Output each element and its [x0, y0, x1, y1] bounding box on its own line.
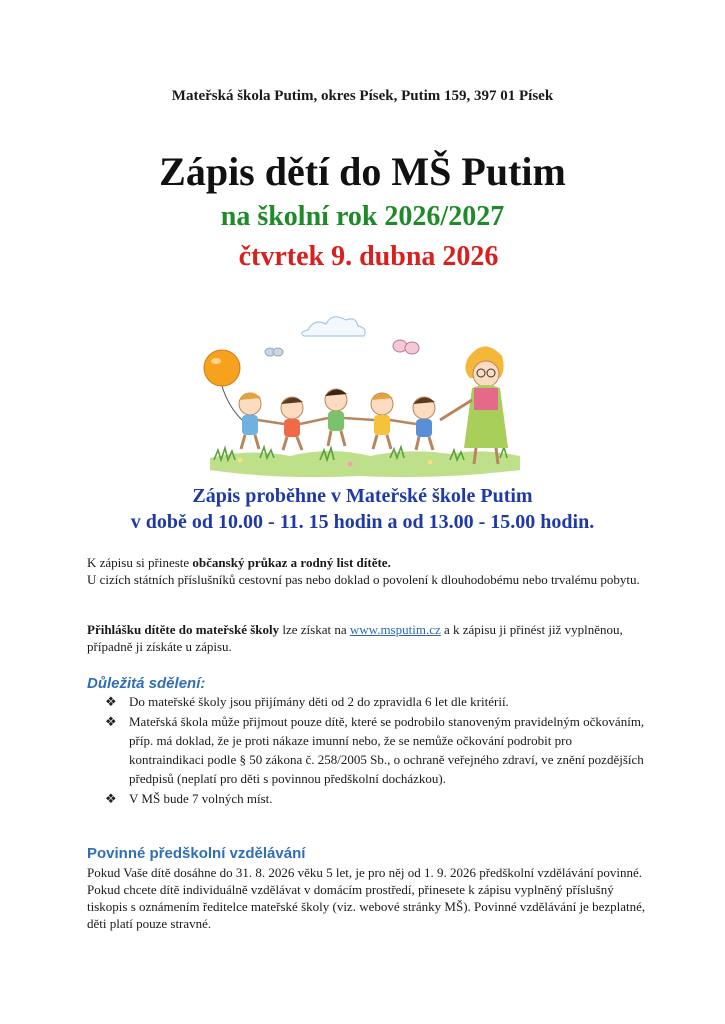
- documents-intro: K zápisu si přineste: [87, 555, 193, 570]
- child-figure: [281, 397, 303, 450]
- school-address: Mateřská škola Putim, okres Písek, Putim 159, 397 01 Písek: [171, 88, 554, 104]
- list-item-text: Mateřská škola může přijmout pouze dítě, které se podrobilo stanoveným pravidelným očkováním, příp. má doklad, že je proti nákaze imunní nebo, že se nemůže očkování podrobit pro kontraindikaci podle § 50 zákona č. 258/2005 Sb., o ochraně veřejného zdraví, ve znění pozdějších předpisů (neplatí pro děti s povinnou předškolní docházkou).: [129, 714, 645, 786]
- child-figure: [413, 397, 435, 450]
- cloud-icon: [302, 317, 365, 336]
- application-middle: lze získat na: [279, 622, 350, 637]
- important-heading: Důležitá sdělení:: [87, 675, 206, 692]
- time-line: v době od 10.00 - 11. 15 hodin a od 13.00 - 15.00 hodin.: [130, 511, 595, 533]
- website-link[interactable]: www.msputim.cz: [349, 622, 441, 637]
- child-figure: [325, 389, 347, 446]
- list-item: [105, 712, 645, 788]
- child-figure: [371, 393, 393, 449]
- important-list: [105, 692, 645, 809]
- list-item: [105, 692, 645, 711]
- diamond-bullet-icon: ❖: [105, 791, 117, 806]
- butterfly-icon: [265, 348, 283, 356]
- list-item-text: Do mateřské školy jsou přijímány děti od 2 do zpravidla 6 let dle kritérií.: [129, 694, 509, 709]
- enrollment-date: čtvrtek 9. dubna 2026: [238, 241, 499, 272]
- child-figure: [239, 392, 261, 449]
- application-after: a k zápisu ji přinést již vyplněnou, případně ji získáte u zápisu.: [87, 622, 623, 654]
- page-title: Zápis dětí do MŠ Putim: [159, 149, 566, 194]
- list-item-text: V MŠ bude 7 volných míst.: [129, 791, 273, 806]
- mandatory-heading: Povinné předškolní vzdělávání: [87, 845, 306, 862]
- butterfly-icon: [393, 340, 419, 354]
- documents-required: občanský průkaz a rodný list dítěte.: [192, 555, 391, 570]
- teacher-figure: [440, 346, 508, 464]
- children-playing-illustration: [200, 308, 530, 480]
- list-item: [105, 789, 645, 808]
- location-line: Zápis proběhne v Mateřské škole Putim: [192, 485, 533, 507]
- mandatory-text: Pokud Vaše dítě dosáhne do 31. 8. 2026 věku 5 let, je pro něj od 1. 9. 2026 předškolní vzdělávání povinné. Pokud chcete dítě individuálně vzdělávat v domácím prostředí, přinesete k zápisu vyplněný příslušný tiskopis s oznámením ředitelce mateřské školy (viz. webové stránky MŠ). Povinné vzdělávání je bezplatné, děti platí pouze stravné.: [87, 865, 646, 931]
- school-year: na školní rok 2026/2027: [220, 201, 505, 232]
- application-paragraph: [87, 621, 647, 655]
- diamond-bullet-icon: ❖: [105, 694, 117, 709]
- documents-paragraph: [87, 554, 647, 588]
- application-label: Přihlášku dítěte do mateřské školy: [87, 622, 280, 637]
- enrollment-location: [0, 483, 725, 535]
- diamond-bullet-icon: ❖: [105, 714, 117, 729]
- balloon-icon: [204, 350, 242, 420]
- foreigners-note: U cizích státních příslušníků cestovní pas nebo doklad o povolení k dlouhodobému nebo trvalému pobytu.: [87, 572, 640, 587]
